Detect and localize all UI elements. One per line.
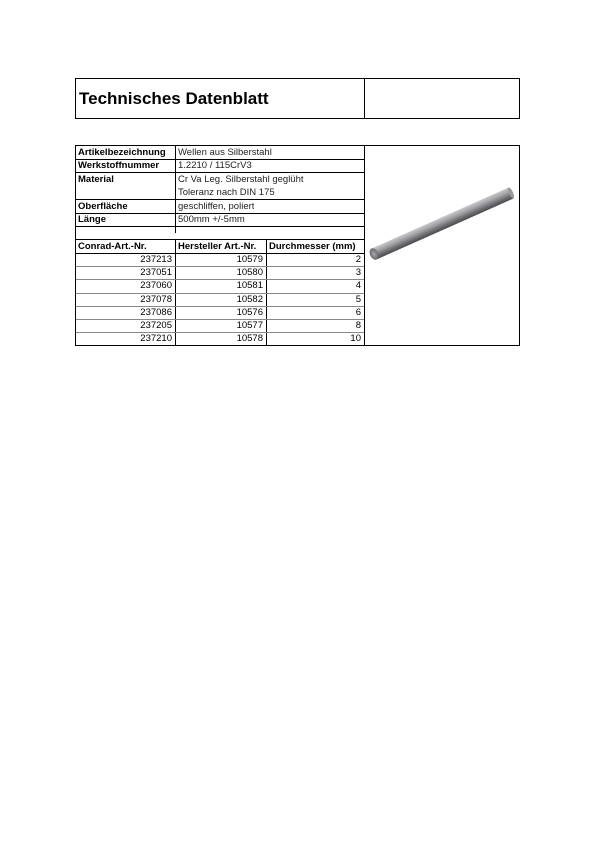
cell-hersteller-art-nr: 10580	[236, 267, 263, 279]
cell-hersteller-art-nr: 10578	[236, 333, 263, 345]
title-divider	[364, 79, 365, 118]
cell-conrad-art-nr: 237051	[140, 267, 172, 279]
cell-durchmesser: 2	[355, 254, 361, 265]
cell-hersteller-art-nr: 10577	[236, 320, 263, 331]
cell-durchmesser: 10	[350, 333, 361, 345]
col-divider-image	[364, 146, 365, 345]
spec-label-artikelbezeichnung: Artikelbezeichnung	[78, 147, 166, 158]
row-line	[76, 226, 364, 227]
steel-rod-image	[366, 176, 518, 276]
spec-label-werkstoffnummer: Werkstoffnummer	[78, 160, 160, 171]
spec-label-laenge: Länge	[78, 214, 106, 225]
cell-durchmesser: 3	[355, 267, 361, 279]
steel-rod-icon	[366, 176, 518, 276]
cell-durchmesser: 5	[355, 293, 361, 305]
cell-hersteller-art-nr: 10576	[236, 306, 263, 318]
spec-value-material: Cr Va Leg. Silberstahl geglüht	[178, 174, 304, 185]
header-durchmesser: Durchmesser (mm)	[269, 241, 356, 252]
cell-conrad-art-nr: 237060	[140, 280, 172, 292]
spec-value-laenge: 500mm +/-5mm	[178, 214, 245, 225]
cell-durchmesser: 4	[355, 280, 361, 292]
cell-hersteller-art-nr: 10581	[236, 280, 263, 292]
header-hersteller-art-nr: Hersteller Art.-Nr.	[178, 241, 257, 252]
spec-value-werkstoffnummer: 1.2210 / 115CrV3	[178, 160, 252, 171]
data-sheet-table	[75, 145, 520, 346]
spec-label-oberflaeche: Oberfläche	[78, 201, 128, 212]
header-conrad-art-nr: Conrad-Art.-Nr.	[78, 241, 147, 252]
cell-conrad-art-nr: 237086	[140, 306, 172, 318]
spec-value-material-tolerance: Toleranz nach DIN 175	[178, 187, 275, 198]
cell-conrad-art-nr: 237205	[140, 320, 172, 331]
cell-conrad-art-nr: 237078	[140, 293, 172, 305]
cell-hersteller-art-nr: 10579	[236, 254, 263, 265]
spec-label-material: Material	[78, 174, 114, 185]
cell-durchmesser: 6	[355, 306, 361, 318]
title-box	[75, 78, 520, 119]
cell-conrad-art-nr: 237213	[140, 254, 172, 265]
cell-conrad-art-nr: 237210	[140, 333, 172, 345]
page-title: Technisches Datenblatt	[79, 89, 269, 108]
cell-hersteller-art-nr: 10582	[236, 293, 263, 305]
spec-value-oberflaeche: geschliffen, poliert	[178, 201, 255, 212]
cell-durchmesser: 8	[355, 320, 361, 331]
spec-value-artikelbezeichnung: Wellen aus Silberstahl	[178, 147, 272, 158]
